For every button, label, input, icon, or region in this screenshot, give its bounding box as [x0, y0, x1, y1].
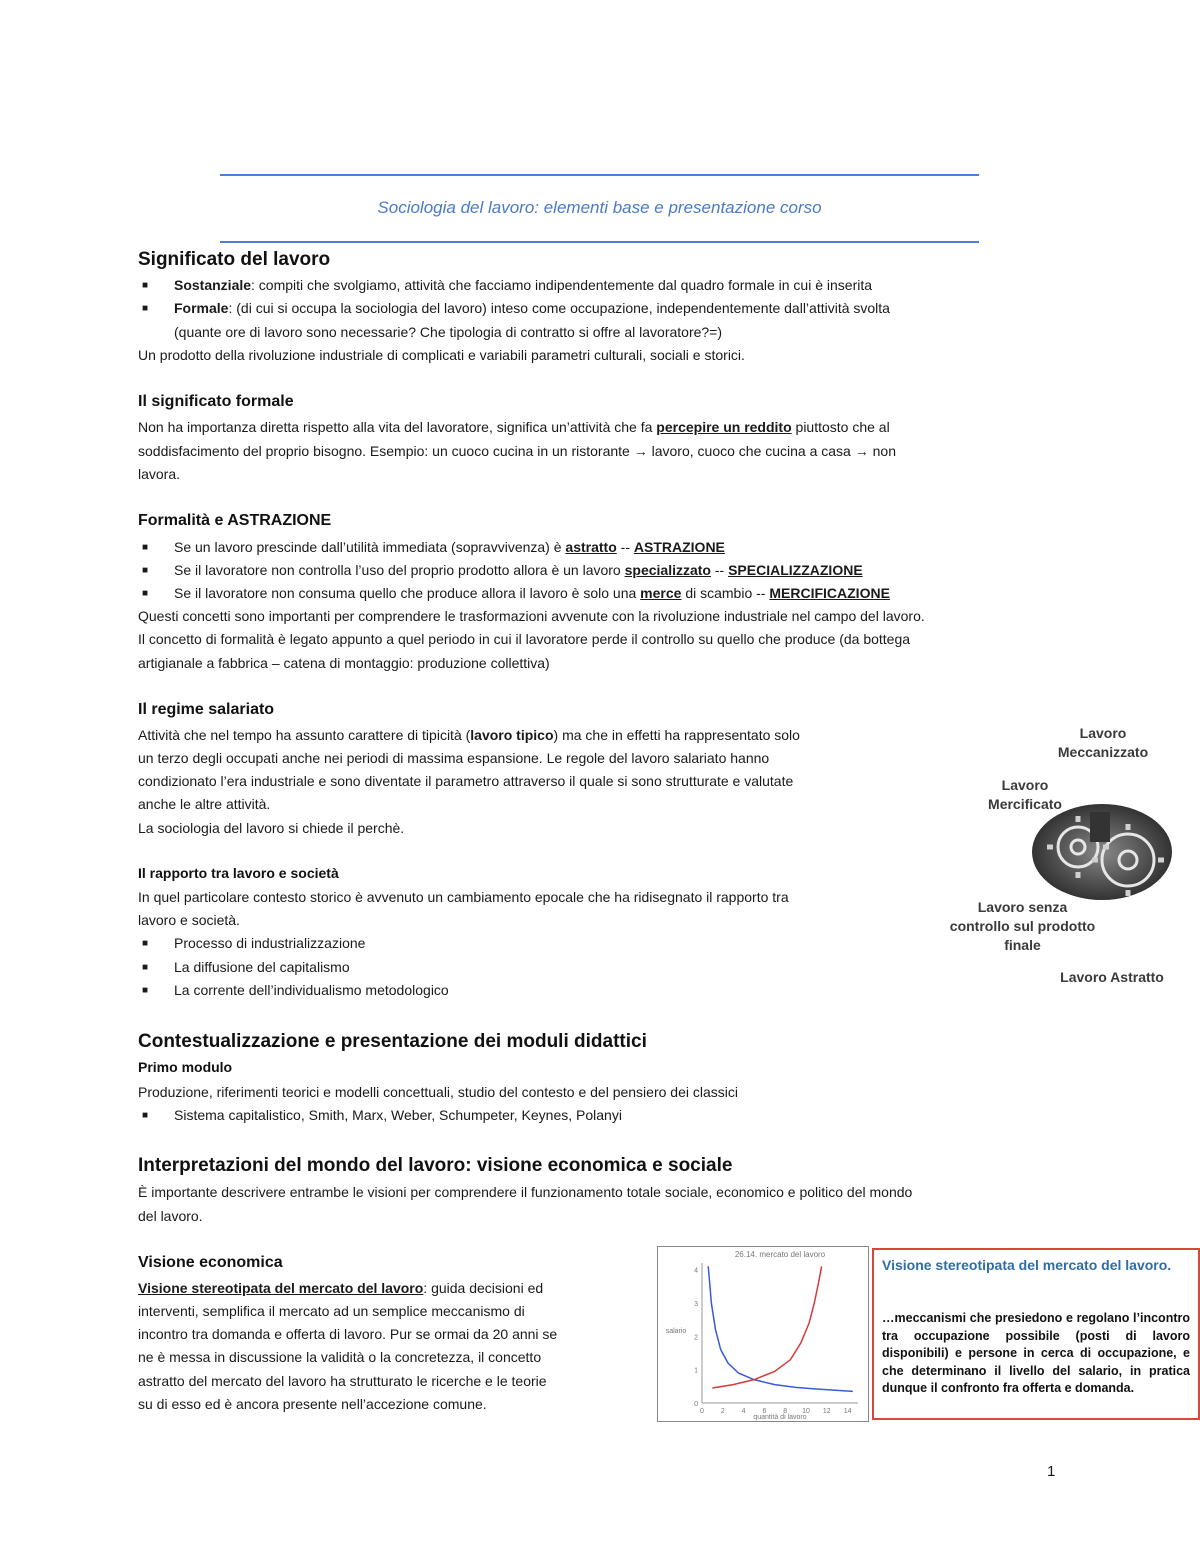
- x-tick-label: 8: [783, 1408, 788, 1415]
- bullet-icon: ■: [142, 565, 149, 576]
- heading-regime-salariato: Il regime salariato: [138, 701, 275, 718]
- paragraph-line: Produzione, riferimenti teorici e modelli concettuali, studio del contesto e del pensiero dei classici: [138, 1084, 738, 1100]
- labor-market-chart: [657, 1246, 869, 1422]
- paragraph-line: astratto del mercato del lavoro ha strutturato le ricerche e le teorie: [138, 1373, 547, 1389]
- y-tick-label: 0: [694, 1401, 698, 1408]
- paragraph-line: La sociologia del lavoro si chiede il perchè.: [138, 820, 405, 836]
- paragraph-line: su di esso ed è ancora presente nell’accezione comune.: [138, 1396, 487, 1412]
- paragraph-line: Attività che nel tempo ha assunto carattere di tipicità (lavoro tipico) ma che in effetti ha rappresentato solo: [138, 727, 800, 743]
- subheading-primo-modulo: Primo modulo: [138, 1059, 233, 1075]
- heading-significato: Significato del lavoro: [138, 249, 331, 270]
- paragraph-line: Questi concetti sono importanti per comprendere le trasformazioni avvenute con la rivoluzione industriale nel campo del lavoro.: [138, 608, 925, 624]
- y-tick-label: 2: [694, 1334, 698, 1342]
- note-body: …meccanismi che presiedono e regolano l’incontro tra occupazione possibile (posti di lavoro disponibili) e persone in cerca di occupazione, e che determinano il livello del salario, in pratica dunque il confronto fra offerta e domanda.: [882, 1311, 1190, 1395]
- gear-label-mercificato: Lavoro Mercificato: [988, 777, 1062, 812]
- bullet-icon: ■: [142, 588, 149, 599]
- subheading-rapporto: Il rapporto tra lavoro e società: [138, 865, 339, 881]
- x-tick-label: 2: [720, 1408, 725, 1415]
- x-tick-label: 0: [700, 1408, 704, 1415]
- list-item-astrazione: Se un lavoro prescinde dall’utilità immediata (sopravvivenza) è astratto -- ASTRAZIONE: [174, 539, 725, 555]
- bullet-icon: ■: [142, 962, 149, 973]
- y-axis-label: salario: [665, 1328, 687, 1335]
- paragraph: Un prodotto della rivoluzione industriale di complicati e variabili parametri culturali, sociali e storici.: [138, 347, 745, 363]
- series-line-1: [712, 1266, 821, 1388]
- list-item-mercificazione: Se il lavoratore non consuma quello che produce allora il lavoro è solo una merce di scambio -- MERCIFICAZIONE: [174, 585, 890, 601]
- paragraph-line: condizionato l’era industriale e sono diventate il parametro attraverso il quale si sono strutturate e valutate: [138, 773, 794, 789]
- paragraph-line: incontro tra domanda e offerta di lavoro. Pur se ormai da 20 anni se: [138, 1326, 558, 1342]
- gear-label-meccanizzato: Lavoro Meccanizzato: [1057, 725, 1149, 760]
- page-number: 1: [1047, 1463, 1056, 1480]
- paragraph-line: Visione stereotipata del mercato del lavoro: guida decisioni ed: [138, 1280, 544, 1296]
- x-tick-label: 14: [843, 1408, 852, 1415]
- header-top-rule: [220, 174, 979, 176]
- paragraph-line: In quel particolare contesto storico è avvenuto un cambiamento epocale che ha ridisegnato il rapporto tra: [138, 889, 789, 905]
- list-item-formale: Formale: (di cui si occupa la sociologia del lavoro) inteso come occupazione, independentemente dall’attività svolta: [174, 300, 890, 316]
- y-tick-label: 3: [694, 1301, 698, 1308]
- paragraph-line: del lavoro.: [138, 1208, 203, 1224]
- list-item: La diffusione del capitalismo: [174, 959, 350, 975]
- y-tick-label: 1: [694, 1367, 698, 1375]
- list-item-specializzazione: Se il lavoratore non controlla l’uso del proprio prodotto allora è un lavoro specializzato -- SPECIALIZZAZIONE: [174, 562, 863, 578]
- list-item: Sistema capitalistico, Smith, Marx, Weber, Schumpeter, Keynes, Polanyi: [174, 1107, 622, 1123]
- paragraph-line: interventi, semplifica il mercato ad un semplice meccanismo di: [138, 1303, 525, 1319]
- x-tick-label: 12: [822, 1408, 831, 1415]
- x-tick-label: 6: [762, 1408, 767, 1415]
- gears-image: [1030, 802, 1175, 902]
- paragraph-line: soddisfacimento del proprio bisogno. Esempio: un cuoco cucina in un ristorante → lavoro, cuoco che cucina a casa → non: [138, 443, 896, 459]
- bullet-icon: ■: [142, 542, 149, 553]
- list-item: La corrente dell’individualismo metodologico: [174, 982, 449, 998]
- paragraph-line: lavora.: [138, 466, 181, 482]
- bullet-icon: ■: [142, 303, 149, 314]
- y-tick-label: 4: [694, 1267, 698, 1275]
- series-line-0: [708, 1266, 853, 1391]
- gear-figure: [940, 718, 1180, 993]
- x-tick-label: 10: [802, 1408, 810, 1415]
- heading-significato-formale: Il significato formale: [138, 393, 294, 410]
- document-title: Sociologia del lavoro: elementi base e presentazione corso: [377, 198, 822, 217]
- paragraph-line: È importante descrivere entrambe le visioni per comprendere il funzionamento totale sociale, economico e politico del mondo: [138, 1184, 913, 1200]
- paragraph-line: anche le altre attività.: [138, 796, 271, 812]
- bullet-icon: ■: [142, 280, 149, 291]
- x-tick-label: 4: [741, 1408, 746, 1415]
- gear-label-astratto: Lavoro Astratto: [1060, 969, 1164, 985]
- heading-contestualizzazione: Contestualizzazione e presentazione dei moduli didattici: [138, 1031, 647, 1052]
- list-item-sostanziale: Sostanziale: compiti che svolgiamo, attività che facciamo indipendentemente dal quadro formale in cui è inserita: [174, 277, 873, 293]
- paragraph-line: Non ha importanza diretta rispetto alla vita del lavoratore, significa un’attività che fa percepire un reddito piuttosto che al: [138, 419, 890, 435]
- chart-svg: [658, 1247, 868, 1421]
- paragraph-line: artigianale a fabbrica – catena di montaggio: produzione collettiva): [138, 655, 550, 671]
- list-item: Processo di industrializzazione: [174, 935, 366, 951]
- bullet-icon: ■: [142, 938, 149, 949]
- paragraph-line: un terzo degli occupati anche nei periodi di massima espansione. Le regole del lavoro salariato hanno: [138, 750, 770, 766]
- x-axis-label: quantità di lavoro: [753, 1414, 807, 1421]
- paragraph-line: ne è messa in discussione la validità o la concretezza, il concetto: [138, 1349, 542, 1365]
- header-bottom-rule: [220, 241, 979, 243]
- heading-visione-economica: Visione economica: [138, 1254, 283, 1271]
- note-title: Visione stereotipata del mercato del lavoro.: [882, 1257, 1172, 1273]
- bullet-icon: ■: [142, 1110, 149, 1121]
- note-box: [872, 1248, 1200, 1420]
- heading-interpretazioni: Interpretazioni del mondo del lavoro: visione economica e sociale: [138, 1155, 733, 1176]
- paragraph-line: Il concetto di formalità è legato appunto a quel periodo in cui il lavoratore perde il controllo su quello che produce (da bottega: [138, 631, 911, 647]
- gear-label-senza-controllo: Lavoro senza controllo sul prodotto finale: [949, 899, 1096, 953]
- heading-formalita: Formalità e ASTRAZIONE: [138, 512, 332, 529]
- paragraph-line: lavoro e società.: [138, 912, 240, 928]
- list-item-formale-cont: (quante ore di lavoro sono necessarie? Che tipologia di contratto si offre al lavoratore?=): [174, 324, 723, 340]
- bullet-icon: ■: [142, 985, 149, 996]
- chart-title: 26.14. mercato del lavoro: [734, 1250, 826, 1259]
